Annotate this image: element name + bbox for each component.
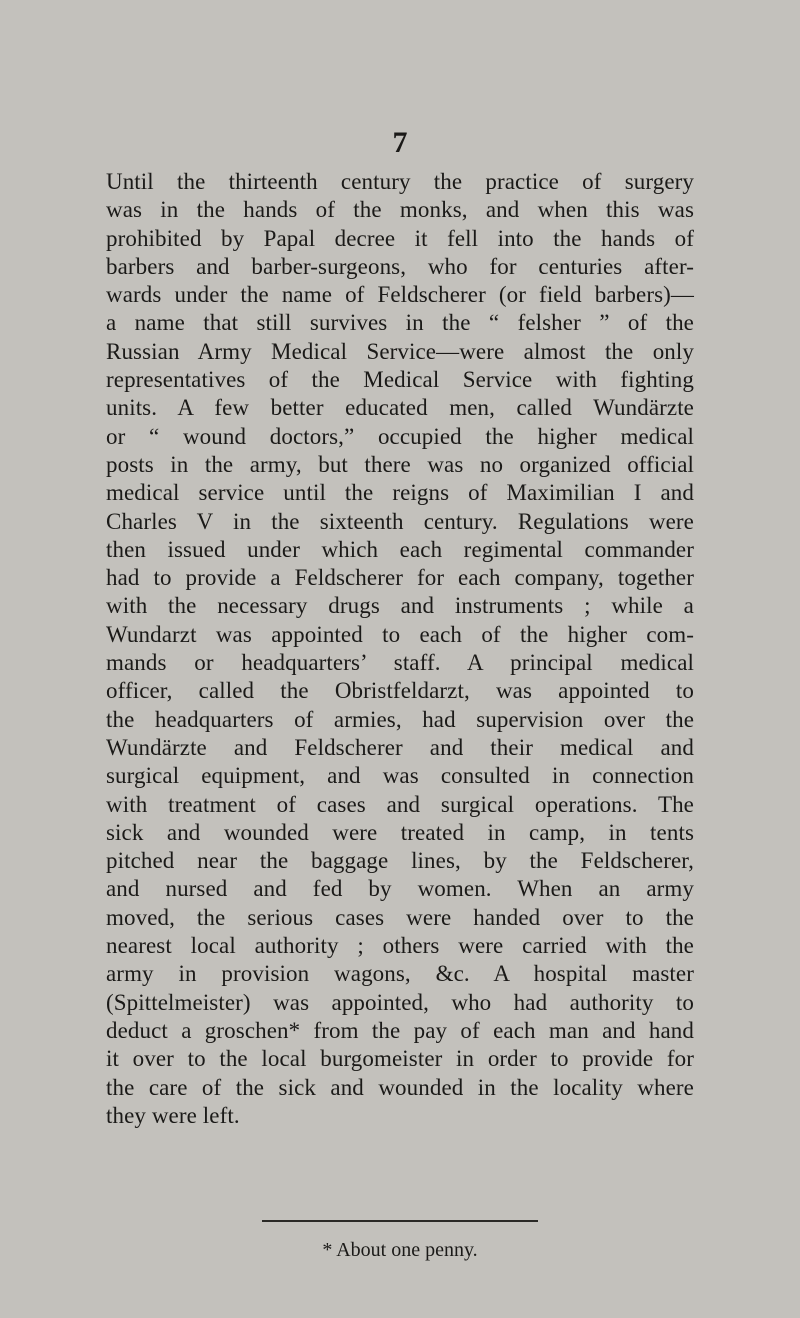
text-line: representatives of the Medical Service with fighting: [106, 367, 694, 393]
text-line: the headquarters of armies, had supervision over the: [106, 706, 694, 732]
text-line: officer, called the Obristfeldarzt, was appointed to: [106, 678, 694, 704]
text-line: moved, the serious cases were handed over to the: [106, 904, 694, 930]
body-paragraph: [106, 168, 694, 1130]
text-line: sick and wounded were treated in camp, in tents: [106, 819, 694, 845]
text-line: pitched near the baggage lines, by the Feldscherer,: [106, 848, 694, 874]
text-line: with the necessary drugs and instruments ; while a: [106, 593, 694, 619]
text-line: Wundärzte and Feldscherer and their medical and: [106, 734, 694, 760]
text-line: wards under the name of Feldscherer (or field barbers)—: [106, 282, 694, 308]
text-line: and nursed and fed by women. When an army: [106, 876, 694, 902]
text-line: then issued under which each regimental commander: [106, 536, 694, 562]
text-line: prohibited by Papal decree it fell into the hands of: [106, 225, 694, 251]
text-line: or “ wound doctors,” occupied the higher medical: [106, 423, 694, 449]
text-line: Russian Army Medical Service—were almost the only: [106, 338, 694, 364]
text-line: units. A few better educated men, called Wundärzte: [106, 395, 694, 421]
text-line: posts in the army, but there was no organized official: [106, 451, 694, 477]
text-line: mands or headquarters’ staff. A principal medical: [106, 650, 694, 676]
footnote: * About one penny.: [322, 1239, 478, 1261]
text-line: (Spittelmeister) was appointed, who had authority to: [106, 989, 694, 1015]
page-number: 7: [392, 126, 408, 159]
text-line: Charles V in the sixteenth century. Regulations were: [106, 508, 694, 534]
text-line: surgical equipment, and was consulted in connection: [106, 763, 694, 789]
text-line: barbers and barber-surgeons, who for centuries after-: [106, 253, 694, 279]
text-line: they were left.: [106, 1102, 240, 1128]
text-line: deduct a groschen* from the pay of each man and hand: [106, 1017, 694, 1043]
text-line: Wundarzt was appointed to each of the higher com-: [106, 621, 694, 647]
text-line: Until the thirteenth century the practice of surgery: [106, 169, 694, 194]
footnote-divider: [262, 1220, 538, 1222]
text-line: the care of the sick and wounded in the locality where: [106, 1074, 694, 1100]
text-line: was in the hands of the monks, and when this was: [106, 197, 694, 223]
text-line: a name that still survives in the “ felsher ” of the: [106, 310, 694, 336]
text-line: nearest local authority ; others were carried with the: [106, 933, 694, 959]
text-line: medical service until the reigns of Maximilian I and: [106, 480, 694, 506]
text-line: army in provision wagons, &c. A hospital master: [106, 961, 694, 987]
text-line: had to provide a Feldscherer for each company, together: [106, 565, 694, 591]
text-line: with treatment of cases and surgical operations. The: [106, 791, 694, 817]
text-line: it over to the local burgomeister in order to provide for: [106, 1046, 694, 1072]
